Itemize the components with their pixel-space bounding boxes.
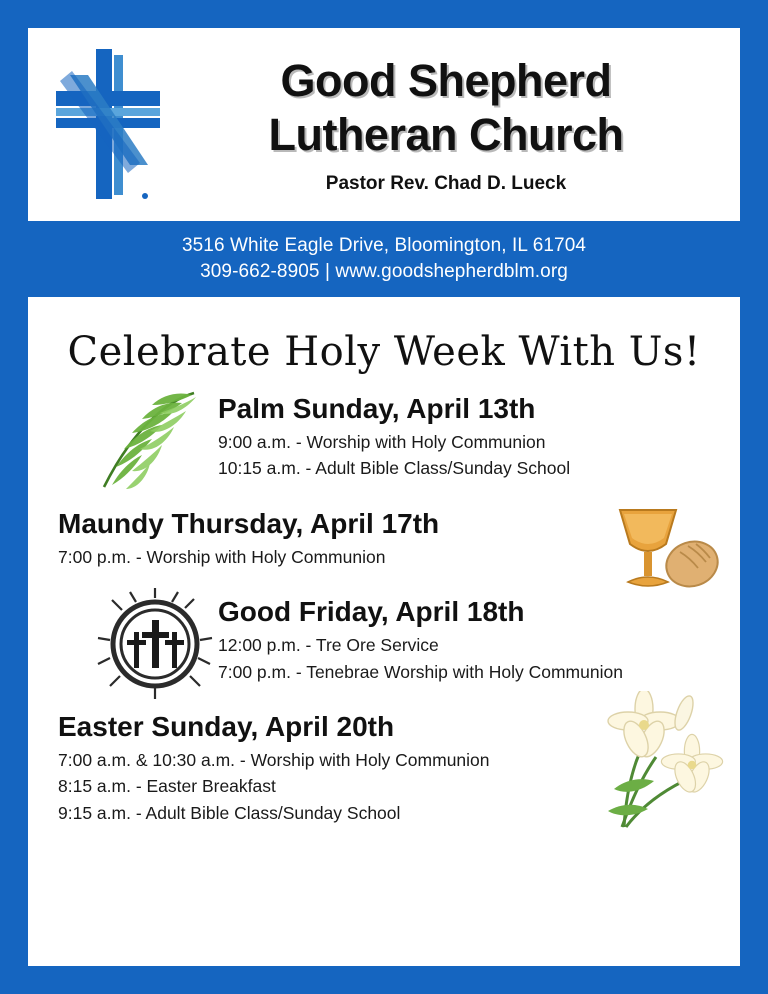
palm-branch-icon xyxy=(74,387,214,499)
event-times xyxy=(58,544,588,570)
easter-lily-icon xyxy=(592,691,724,831)
event-palm-sunday xyxy=(50,393,718,482)
event-line: 7:00 p.m. - Tenebrae Worship with Holy Communion xyxy=(218,661,623,682)
church-name-line-1: Good Shepherd xyxy=(280,55,612,107)
event-maundy-thursday xyxy=(50,508,718,570)
contact-strip xyxy=(28,221,740,297)
event-good-friday xyxy=(50,596,718,685)
event-line: 12:00 p.m. - Tre Ore Service xyxy=(218,635,439,656)
event-easter-sunday xyxy=(50,711,718,826)
event-title: Palm Sunday, April 13th xyxy=(218,393,536,424)
event-title: Easter Sunday, April 20th xyxy=(58,710,395,742)
event-line: 7:00 p.m. - Worship with Holy Communion xyxy=(58,546,386,567)
chalice-and-bread-icon xyxy=(602,496,722,600)
header-card xyxy=(28,28,740,221)
logo-container xyxy=(28,28,178,221)
event-line: 10:15 a.m. - Adult Bible Class/Sunday School xyxy=(218,458,571,479)
pastor-name: Pastor Rev. Chad D. Lueck xyxy=(325,172,567,194)
phone-and-website-text[interactable]: 309-662-8905 | www.goodshepherdblm.org xyxy=(200,261,568,282)
crown-of-thorns-icon xyxy=(90,588,220,700)
page-title: Celebrate Holy Week With Us! xyxy=(67,329,701,375)
cross-logo-icon xyxy=(44,45,176,205)
event-times xyxy=(218,632,718,685)
address-text: 3516 White Eagle Drive, Bloomington, IL 61704 xyxy=(181,235,587,256)
church-name xyxy=(178,54,714,160)
main-card xyxy=(28,297,740,966)
event-times xyxy=(218,429,718,482)
event-line: 9:15 a.m. - Adult Bible Class/Sunday School xyxy=(58,802,401,823)
church-name-line-2: Lutheran Church xyxy=(268,108,624,160)
event-line: 7:00 a.m. & 10:30 a.m. - Worship with Holy Communion xyxy=(58,750,490,770)
event-title: Maundy Thursday, April 17th xyxy=(58,507,440,539)
event-title: Good Friday, April 18th xyxy=(218,596,525,628)
event-line: 8:15 a.m. - Easter Breakfast xyxy=(58,776,276,797)
event-times xyxy=(58,747,588,826)
header-text xyxy=(178,54,740,194)
event-line: 9:00 a.m. - Worship with Holy Communion xyxy=(218,432,546,453)
